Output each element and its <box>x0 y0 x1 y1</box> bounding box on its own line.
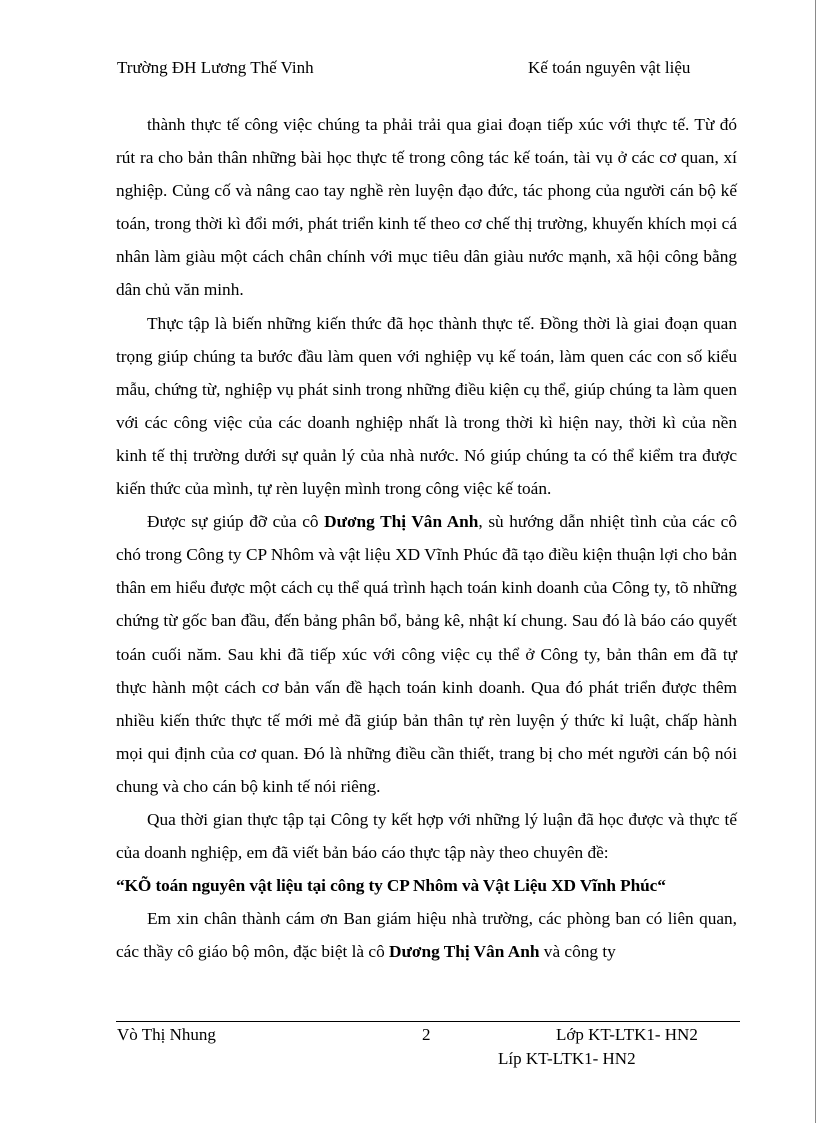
paragraph-3-lead: Được sự giúp đỡ của cô <box>147 512 325 532</box>
footer-class-line-2: Líp KT-LTK1- HN2 <box>498 1049 636 1068</box>
paragraph-5 <box>116 902 737 968</box>
paragraph-5-lead: Em xin chân thành cám ơn Ban giám hiệu nhà trường, các phòng ban có liên quan, các thầy cô giáo bộ môn, đặc biệt là cô <box>116 909 737 962</box>
paragraph-5-rest: và công ty <box>539 942 616 962</box>
paragraph-3-rest: , sù hướng dẫn nhiệt tình của các cô chó trong Công ty CP Nhôm và vật liệu XD Vĩnh Phúc đã tạo điều kiện thuận lợi cho bản thân em hiểu được một cách cụ thể quá trình hạch toán kinh doanh của Công ty, tõ những chứng từ gốc ban đầu, đến bảng phân bổ, bảng kê, nhật kí chung. Sau đó là báo cáo quyết toán cuối năm. Sau khi đã tiếp xúc với công việc cụ thể ở Công ty, bản thân em đã tự thực hành một cách cơ bản vấn đề hạch toán kinh doanh. Qua đó phát triển được thêm nhiều kiến thức thực tế mới mẻ đã giúp bản thân tự rèn luyện ý thức kỉ luật, chấp hành mọi qui định của cơ quan. Đó là những điều cần thiết, trang bị cho mét người cán bộ nói chung và cho cán bộ kinh tế nói riêng. <box>116 512 737 796</box>
page-number: 2 <box>422 1025 431 1044</box>
header-school: Trường ĐH Lương Thế Vinh <box>117 58 314 77</box>
page-header <box>0 58 816 84</box>
paragraph-2: Thực tập là biến những kiến thức đã học thành thực tế. Đồng thời là giai đoạn quan trọng giúp chúng ta bước đầu làm quen với nghiệp vụ kế toán, làm quen các con số kiểu mẫu, chứng từ, nghiệp vụ phát sinh trong những điều kiện cụ thể, giúp chúng ta làm quen với các công việc của các doanh nghiệp nhất là trong thời kì hiện nay, thời kì của nền kinh tế thị trường dưới sự quản lý của nhà nước. Nó giúp chúng ta có thể kiểm tra được kiến thức của mình, tự rèn luyện mình trong công việc kế toán. <box>116 313 737 499</box>
paragraph-1: thành thực tế công việc chúng ta phải trải qua giai đoạn tiếp xúc với thực tế. Từ đó rút ra cho bản thân những bài học thực tế trong công tác kế toán, tài vụ ở các cơ quan, xí nghiệp. Củng cố và nâng cao tay nghề rèn luyện đạo đức, tác phong của người cán bộ kế toán, trong thời kì đổi mới, phát triển kinh tế theo cơ chế thị trường, khuyến khích mọi cá nhân làm giàu một cách chân chính với mục tiêu dân giàu nước mạnh, xã hội công bằng dân chủ văn minh. <box>116 115 737 300</box>
document-body <box>116 108 737 968</box>
header-subject: Kế toán nguyên vật liệu <box>528 58 691 77</box>
report-topic: “KÕ toán nguyên vật liệu tại công ty CP Nhôm và Vật Liệu XD Vĩnh Phúc“ <box>116 876 666 896</box>
paragraph-4: Qua thời gian thực tập tại Công ty kết hợp với những lý luận đã học được và thực tế của doanh nghiệp, em đã viết bản báo cáo thực tập này theo chuyên đề: <box>116 809 737 863</box>
paragraph-3 <box>116 505 737 803</box>
supervisor-name-2: Dương Thị Vân Anh <box>389 942 540 962</box>
footer-author: Vò Thị Nhung <box>117 1025 216 1044</box>
footer-class-line-1: Lớp KT-LTK1- HN2 <box>556 1025 698 1044</box>
footer-divider <box>116 1021 740 1022</box>
supervisor-name: Dương Thị Vân Anh <box>324 512 479 532</box>
